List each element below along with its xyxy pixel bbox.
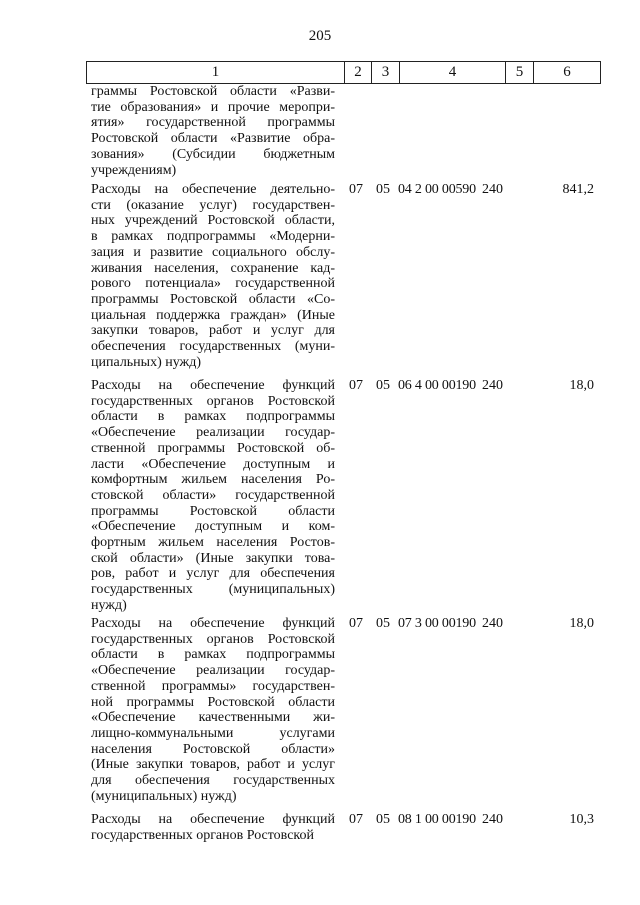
col-2-value: 07 [349,378,363,393]
description-line: рового потенциала» государственной [91,276,335,292]
row-description [91,812,335,843]
description-line: ных учреждений Ростовской области, [91,213,335,229]
description-line: Расходы на обеспечение функций [91,616,335,631]
header-col-3: 3 [371,62,399,83]
table-row [0,182,640,378]
description-line: лищно-коммунальными услугами [91,725,335,741]
description-line: ров, работ и услуг для обеспечения [91,566,335,582]
description-line: в рамках подпрограммы «Модерни- [91,229,335,245]
description-line: граммы Ростовской области «Разви- [91,84,335,99]
header-col-5: 5 [505,62,533,83]
description-line: зация и развитие социального обслу- [91,244,335,260]
description-line: ской области» (Иные закупки това- [91,550,335,566]
col-6-value: 10,3 [569,812,594,827]
row-description [91,616,335,804]
col-4-value: 08 1 00 00190 [398,812,476,827]
table-row [0,84,640,178]
header-col-1: 1 [211,64,220,80]
col-4-value: 06 4 00 00190 [398,378,476,393]
description-line: «Обеспечение качественными жи- [91,710,335,726]
table-body [0,84,640,846]
header-col-6: 6 [533,62,600,83]
description-line: области в рамках подпрограммы [91,647,335,663]
description-line: ственной программы» государствен- [91,678,335,694]
col-3-value: 05 [376,812,390,827]
table-row [0,616,640,812]
table-header-row [86,61,601,84]
row-description [91,378,335,614]
col-5-value: 240 [482,182,503,197]
col-6-value: 18,0 [569,378,594,393]
description-line: (муниципальных) нужд) [91,788,237,804]
page-number: 205 [308,28,332,44]
description-line: населения Ростовской области» [91,741,335,757]
description-line: государственных (муниципальных) [91,582,335,598]
description-line: государственных органов Ростовской [91,827,315,843]
description-line: учреждениям) [91,162,177,178]
row-description [91,182,335,370]
col-3-value: 05 [376,182,390,197]
description-line: Ростовской области «Развитие обра- [91,131,335,147]
description-line: области в рамках подпрограммы [91,409,335,425]
description-line: фортным жильем населения Ростов- [91,535,335,551]
description-line: ятия» государственной программы [91,115,335,131]
col-3-value: 05 [376,616,390,631]
description-line: сти (оказание услуг) государствен- [91,197,335,213]
col-2-value: 07 [349,812,363,827]
col-4-value: 04 2 00 00590 [398,182,476,197]
description-line: тие образования» и прочие меропри- [91,99,335,115]
description-line: ласти «Обеспечение доступным и [91,456,335,472]
description-line: для обеспечения государственных [91,773,335,789]
description-line: зования» (Субсидии бюджетным [91,146,335,162]
col-2-value: 07 [349,616,363,631]
description-line: государственных органов Ростовской [91,631,335,647]
header-col-4: 4 [399,62,505,83]
col-2-value: 07 [349,182,363,197]
description-line: Расходы на обеспечение деятельно- [91,182,335,197]
col-5-value: 240 [482,616,503,631]
description-line: закупки товаров, работ и услуг для [91,323,335,339]
description-line: Расходы на обеспечение функций [91,812,335,827]
table-row [0,378,640,616]
description-line: живания населения, сохранение кад- [91,260,335,276]
col-4-value: 07 3 00 00190 [398,616,476,631]
description-line: нужд) [91,597,127,613]
description-line: «Обеспечение доступным и ком- [91,519,335,535]
description-line: государственных органов Ростовской [91,393,335,409]
description-line: Расходы на обеспечение функций [91,378,335,393]
description-line: программы Ростовской области [91,503,335,519]
col-5-value: 240 [482,378,503,393]
description-line: (Иные закупки товаров, работ и услуг [91,757,335,773]
col-6-value: 18,0 [569,616,594,631]
col-5-value: 240 [482,812,503,827]
description-line: программы Ростовской области «Со- [91,291,335,307]
description-line: ственной программы Ростовской об- [91,440,335,456]
header-col-2: 2 [344,62,371,83]
description-line: ной программы Ростовской области [91,694,335,710]
col-6-value: 841,2 [562,182,594,197]
row-description [91,84,335,178]
description-line: ципальных) нужд) [91,354,202,370]
description-line: обеспечения государственных (муни- [91,339,335,355]
col-3-value: 05 [376,378,390,393]
description-line: комфортным жильем населения Ро- [91,472,335,488]
description-line: циальная поддержка граждан» (Иные [91,307,335,323]
table-row [0,812,640,846]
description-line: «Обеспечение реализации государ- [91,663,335,679]
description-line: «Обеспечение реализации государ- [91,425,335,441]
description-line: стовской области» государственной [91,487,335,503]
